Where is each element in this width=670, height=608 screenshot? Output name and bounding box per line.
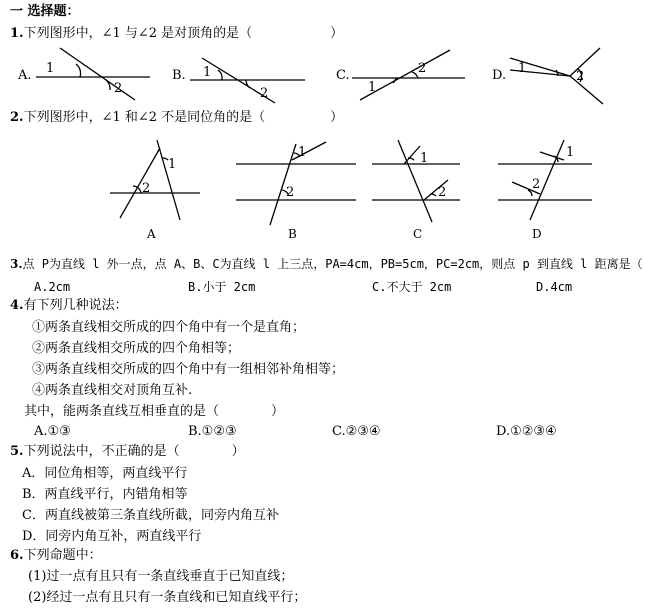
q2-caption-b: B — [288, 227, 297, 241]
q3-option-c: C.不大于 2cm — [372, 280, 452, 294]
q1-option-a-label: A. — [18, 68, 32, 83]
question-text: 下列命题中： — [23, 548, 102, 563]
q2-caption-d: D — [532, 227, 542, 241]
angle-1-label: 1 — [168, 157, 177, 172]
q1-option-b-label: B. — [172, 68, 186, 83]
angle-1-label: 1 — [46, 61, 55, 76]
q4-item-3: ③两条直线相交所成的四个角中有一组相邻补角相等； — [32, 362, 345, 377]
question-number: 6. — [10, 548, 24, 563]
angle-1-label: 1 — [420, 151, 429, 166]
q2-caption-c: C — [413, 227, 423, 241]
question-text: 点 P为直线 l 外一点，点 A、B、C为直线 l 上三点，PA=4cm，PB=5cm，PC=2cm，则点 p 到直线 l 距离是（ — [22, 257, 643, 271]
angle-2-label: 2 — [286, 185, 295, 200]
q1-option-d-label: D. — [492, 68, 507, 83]
question-6 — [10, 548, 102, 564]
question-number: 1. — [10, 26, 24, 41]
q5-option-c: C．两直线被第三条直线所截，同旁内角互补 — [22, 508, 279, 523]
q4-item-2: ②两条直线相交所成的四个角相等； — [32, 341, 241, 356]
q5-option-b: B．两直线平行，内错角相等 — [22, 487, 188, 502]
angle-1-label: 1 — [368, 80, 377, 95]
q4-option-c: C.②③④ — [332, 424, 381, 439]
q5-option-d: D．同旁内角互补，两直线平行 — [22, 529, 202, 544]
angle-2-label: 2 — [576, 69, 585, 84]
q4-option-b: B.①②③ — [188, 424, 237, 439]
question-3 — [10, 256, 643, 272]
q4-option-d: D.①②③④ — [496, 424, 557, 439]
question-number: 3. — [10, 257, 23, 271]
q3-option-d: D.4cm — [536, 280, 573, 294]
question-number: 2. — [10, 110, 24, 125]
question-text: 下列图形中，∠1 和∠2 不是同位角的是（ ） — [23, 110, 344, 125]
q5-option-a: A．同位角相等，两直线平行 — [22, 466, 188, 481]
section-title: 选择题： — [27, 4, 80, 19]
angle-2-label: 2 — [418, 61, 427, 76]
angle-2-label: 2 — [438, 185, 447, 200]
question-number: 5. — [10, 444, 24, 459]
question-text: 下列图形中，∠1 与∠2 是对顶角的是（ ） — [23, 26, 344, 41]
angle-1-label: 1 — [203, 65, 212, 80]
angle-2-label: 2 — [142, 181, 151, 196]
angle-1-label: 1 — [566, 145, 575, 160]
question-5 — [10, 444, 245, 460]
q4-prompt: 其中，能两条直线互相垂直的是（ ） — [24, 404, 285, 419]
q4-option-a: A.①③ — [34, 424, 71, 439]
angle-2-label: 2 — [114, 81, 123, 96]
angle-1-label: 1 — [298, 145, 307, 160]
angle-2-label: 2 — [260, 86, 269, 101]
q2-caption-a: A — [147, 227, 156, 241]
angle-1-label: 1 — [518, 61, 527, 76]
angle-2-label: 2 — [532, 177, 541, 192]
q6-item-1: (1)过一点有且只有一条直线垂直于已知直线； — [28, 569, 294, 584]
question-number: 4. — [10, 298, 24, 313]
section-number: 一 — [10, 4, 24, 19]
q6-item-2: (2)经过一点有且只有一条直线和已知直线平行； — [28, 590, 307, 605]
q3-option-a: A.2cm — [34, 280, 71, 294]
q4-item-1: ①两条直线相交所成的四个角中有一个是直角； — [32, 320, 306, 335]
question-4 — [10, 298, 128, 314]
q4-item-4: ④两条直线相交对顶角互补. — [32, 383, 193, 398]
question-text: 有下列几种说法： — [23, 298, 128, 313]
q1-option-c-label: C. — [336, 68, 350, 83]
q3-option-b: B.小于 2cm — [188, 280, 256, 294]
question-text: 下列说法中，不正确的是（ ） — [23, 444, 245, 459]
